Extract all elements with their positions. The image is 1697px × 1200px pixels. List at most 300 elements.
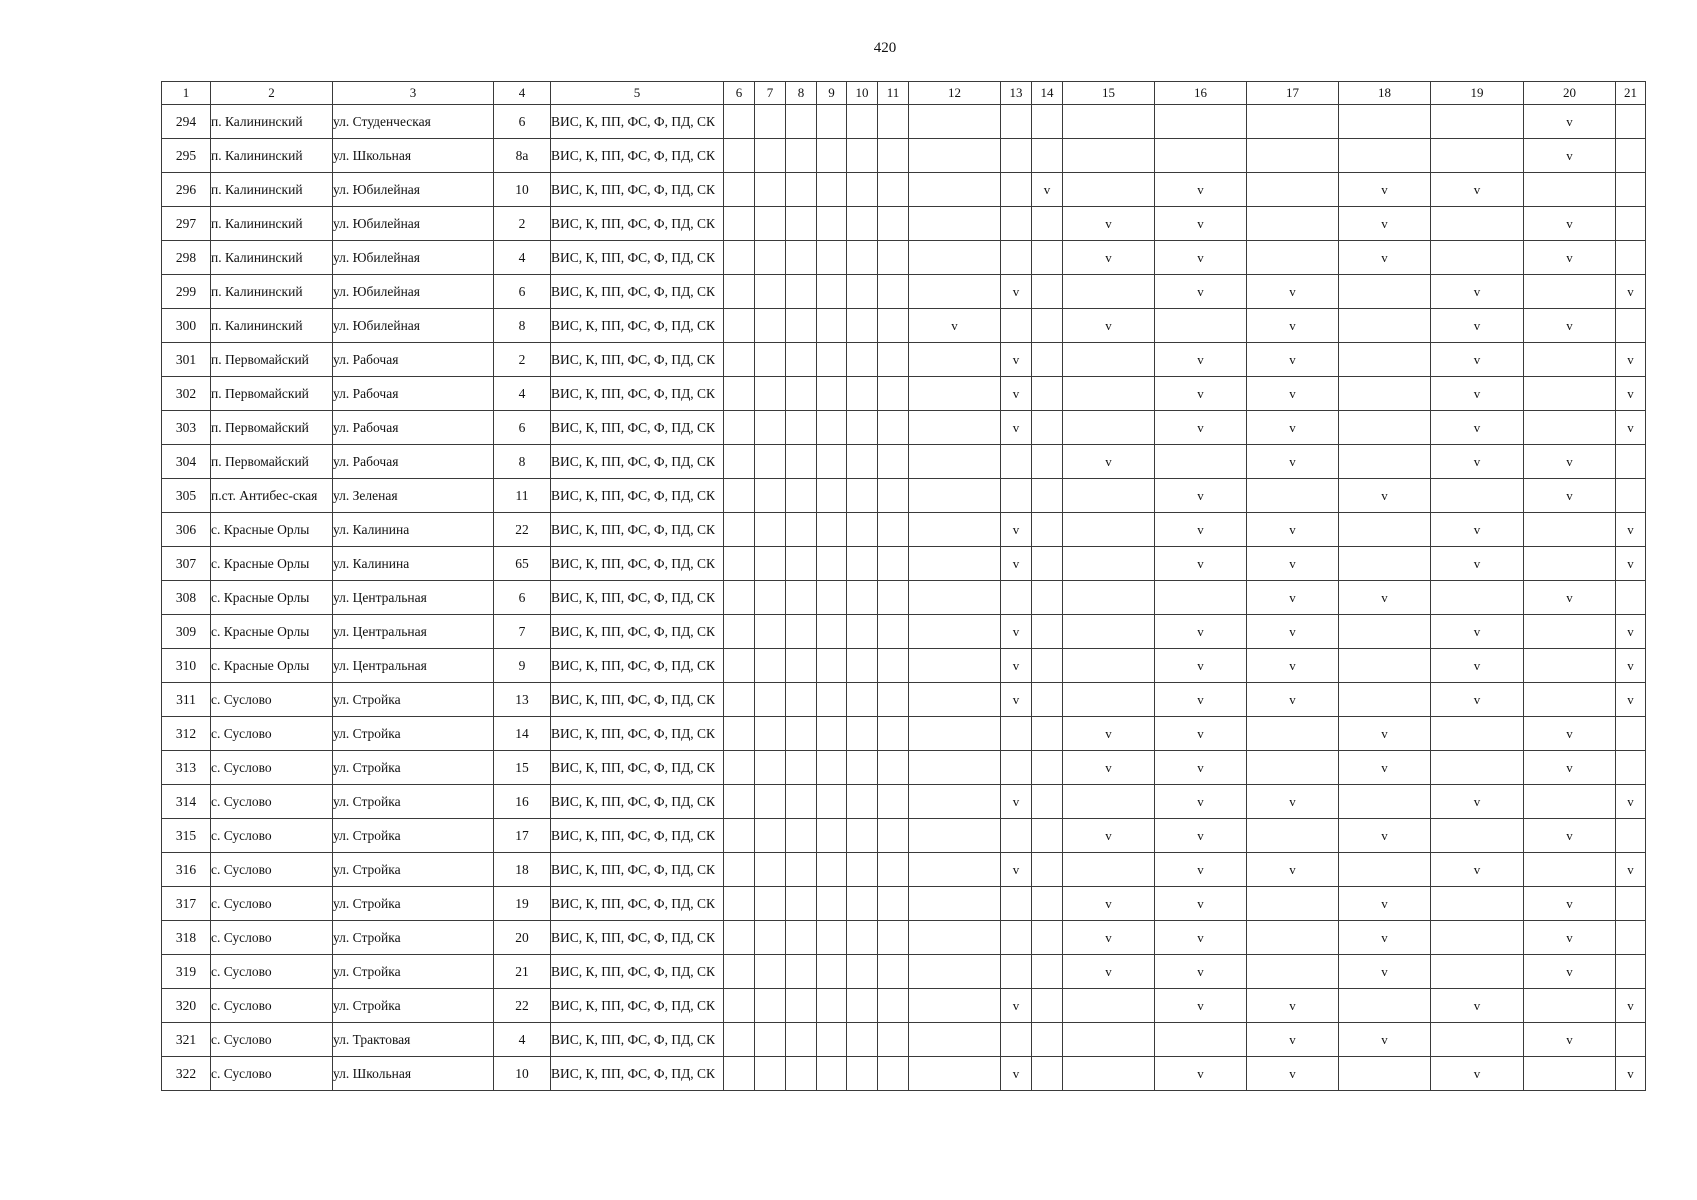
house-number-cell: 22 <box>494 513 551 547</box>
mark-cell <box>1339 513 1431 547</box>
mark-cell <box>1339 139 1431 173</box>
mark-cell <box>1032 819 1063 853</box>
row-number-cell: 316 <box>162 853 211 887</box>
mark-cell: v <box>1524 309 1616 343</box>
mark-cell <box>786 139 817 173</box>
mark-cell <box>1339 105 1431 139</box>
row-number-cell: 302 <box>162 377 211 411</box>
mark-cell <box>1032 1023 1063 1057</box>
mark-cell <box>817 547 847 581</box>
column-number-header: 7 <box>755 82 786 105</box>
work-types-cell: ВИС, К, ПП, ФС, Ф, ПД, СК <box>551 309 724 343</box>
mark-cell <box>1032 887 1063 921</box>
mark-cell <box>724 173 755 207</box>
mark-cell <box>847 445 878 479</box>
street-cell: ул. Юбилейная <box>333 241 494 275</box>
mark-cell <box>1032 207 1063 241</box>
mark-cell <box>1247 241 1339 275</box>
work-types-cell: ВИС, К, ПП, ФС, Ф, ПД, СК <box>551 955 724 989</box>
mark-cell <box>1032 513 1063 547</box>
mark-cell <box>786 785 817 819</box>
mark-cell: v <box>909 309 1001 343</box>
mark-cell <box>878 581 909 615</box>
settlement-cell: п. Первомайский <box>211 445 333 479</box>
mark-cell <box>1001 819 1032 853</box>
mark-cell <box>909 785 1001 819</box>
mark-cell <box>1524 989 1616 1023</box>
row-number-cell: 304 <box>162 445 211 479</box>
settlement-cell: с. Суслово <box>211 683 333 717</box>
mark-cell <box>1431 105 1524 139</box>
table-row <box>162 207 1646 241</box>
mark-cell <box>817 445 847 479</box>
mark-cell <box>847 377 878 411</box>
mark-cell: v <box>1247 1057 1339 1091</box>
mark-cell <box>817 309 847 343</box>
mark-cell <box>1524 513 1616 547</box>
mark-cell: v <box>1155 955 1247 989</box>
row-number-cell: 299 <box>162 275 211 309</box>
mark-cell <box>1155 105 1247 139</box>
row-number-cell: 313 <box>162 751 211 785</box>
mark-cell <box>1616 581 1646 615</box>
mark-cell <box>909 955 1001 989</box>
work-types-cell: ВИС, К, ПП, ФС, Ф, ПД, СК <box>551 649 724 683</box>
mark-cell <box>847 819 878 853</box>
mark-cell <box>1063 513 1155 547</box>
mark-cell <box>1524 853 1616 887</box>
street-cell: ул. Стройка <box>333 887 494 921</box>
mark-cell <box>878 853 909 887</box>
street-cell: ул. Рабочая <box>333 377 494 411</box>
mark-cell <box>1616 105 1646 139</box>
mark-cell <box>1032 615 1063 649</box>
row-number-cell: 321 <box>162 1023 211 1057</box>
mark-cell <box>909 887 1001 921</box>
row-number-cell: 296 <box>162 173 211 207</box>
mark-cell: v <box>1431 411 1524 445</box>
mark-cell: v <box>1001 343 1032 377</box>
mark-cell <box>1063 1023 1155 1057</box>
mark-cell <box>817 921 847 955</box>
mark-cell <box>786 819 817 853</box>
mark-cell <box>755 479 786 513</box>
mark-cell: v <box>1431 377 1524 411</box>
mark-cell: v <box>1063 309 1155 343</box>
house-number-cell: 6 <box>494 275 551 309</box>
mark-cell: v <box>1247 615 1339 649</box>
mark-cell: v <box>1616 853 1646 887</box>
table-row <box>162 751 1646 785</box>
page-number: 420 <box>873 40 897 56</box>
mark-cell <box>1063 377 1155 411</box>
mark-cell: v <box>1431 343 1524 377</box>
mark-cell <box>1155 139 1247 173</box>
table-row <box>162 921 1646 955</box>
table-row <box>162 377 1646 411</box>
mark-cell <box>1339 649 1431 683</box>
settlement-cell: с. Суслово <box>211 853 333 887</box>
mark-cell: v <box>1001 513 1032 547</box>
mark-cell <box>786 955 817 989</box>
work-types-cell: ВИС, К, ПП, ФС, Ф, ПД, СК <box>551 785 724 819</box>
mark-cell: v <box>1616 615 1646 649</box>
mark-cell <box>1032 479 1063 513</box>
mark-cell <box>1339 377 1431 411</box>
house-number-cell: 17 <box>494 819 551 853</box>
mark-cell <box>909 513 1001 547</box>
mark-cell: v <box>1339 1023 1431 1057</box>
mark-cell <box>1431 819 1524 853</box>
table-row <box>162 479 1646 513</box>
settlement-cell: п. Калининский <box>211 105 333 139</box>
mark-cell <box>1339 989 1431 1023</box>
street-cell: ул. Юбилейная <box>333 207 494 241</box>
house-number-cell: 8 <box>494 309 551 343</box>
mark-cell <box>817 139 847 173</box>
mark-cell <box>786 717 817 751</box>
house-number-cell: 21 <box>494 955 551 989</box>
mark-cell <box>909 751 1001 785</box>
house-number-cell: 15 <box>494 751 551 785</box>
row-number-cell: 301 <box>162 343 211 377</box>
mark-cell <box>909 989 1001 1023</box>
mark-cell <box>755 377 786 411</box>
mark-cell <box>1063 479 1155 513</box>
mark-cell <box>1001 887 1032 921</box>
table-row <box>162 683 1646 717</box>
mark-cell <box>1616 139 1646 173</box>
mark-cell <box>909 1023 1001 1057</box>
house-number-cell: 6 <box>494 105 551 139</box>
mark-cell <box>847 309 878 343</box>
mark-cell <box>786 309 817 343</box>
mark-cell: v <box>1063 921 1155 955</box>
mark-cell <box>1001 717 1032 751</box>
table-row <box>162 241 1646 275</box>
mark-cell: v <box>1339 581 1431 615</box>
house-number-cell: 18 <box>494 853 551 887</box>
mark-cell <box>1616 955 1646 989</box>
mark-cell: v <box>1001 377 1032 411</box>
mark-cell <box>1001 581 1032 615</box>
street-cell: ул. Стройка <box>333 853 494 887</box>
mark-cell <box>1431 717 1524 751</box>
settlement-cell: п. Первомайский <box>211 343 333 377</box>
street-cell: ул. Стройка <box>333 955 494 989</box>
mark-cell <box>878 1057 909 1091</box>
mark-cell <box>755 581 786 615</box>
house-number-cell: 8 <box>494 445 551 479</box>
mark-cell <box>847 717 878 751</box>
mark-cell <box>909 411 1001 445</box>
settlement-cell: с. Красные Орлы <box>211 649 333 683</box>
mark-cell <box>909 241 1001 275</box>
mark-cell <box>1339 343 1431 377</box>
mark-cell <box>1032 105 1063 139</box>
mark-cell <box>1063 1057 1155 1091</box>
mark-cell <box>1247 921 1339 955</box>
table-row <box>162 649 1646 683</box>
mark-cell <box>755 615 786 649</box>
mark-cell: v <box>1063 717 1155 751</box>
mark-cell <box>1032 751 1063 785</box>
table-row <box>162 513 1646 547</box>
mark-cell <box>878 649 909 683</box>
settlement-cell: п. Калининский <box>211 309 333 343</box>
table-row <box>162 785 1646 819</box>
mark-cell: v <box>1155 377 1247 411</box>
mark-cell <box>1524 275 1616 309</box>
mark-cell: v <box>1247 785 1339 819</box>
row-number-cell: 311 <box>162 683 211 717</box>
mark-cell <box>755 785 786 819</box>
mark-cell <box>817 615 847 649</box>
mark-cell: v <box>1431 309 1524 343</box>
mark-cell <box>878 105 909 139</box>
table-row <box>162 105 1646 139</box>
mark-cell <box>847 785 878 819</box>
mark-cell <box>1431 887 1524 921</box>
mark-cell: v <box>1616 275 1646 309</box>
mark-cell: v <box>1431 1057 1524 1091</box>
mark-cell <box>1339 309 1431 343</box>
table-row <box>162 275 1646 309</box>
mark-cell: v <box>1247 343 1339 377</box>
settlement-cell: п.ст. Антибес-ская <box>211 479 333 513</box>
mark-cell: v <box>1001 547 1032 581</box>
mark-cell <box>847 479 878 513</box>
mark-cell <box>1001 139 1032 173</box>
mark-cell <box>878 207 909 241</box>
mark-cell: v <box>1063 955 1155 989</box>
mark-cell <box>786 649 817 683</box>
table-row <box>162 1057 1646 1091</box>
mark-cell <box>847 683 878 717</box>
mark-cell: v <box>1339 751 1431 785</box>
settlement-cell: с. Суслово <box>211 887 333 921</box>
work-types-cell: ВИС, К, ПП, ФС, Ф, ПД, СК <box>551 887 724 921</box>
mark-cell: v <box>1155 1057 1247 1091</box>
street-cell: ул. Стройка <box>333 989 494 1023</box>
mark-cell <box>817 377 847 411</box>
mark-cell <box>1524 615 1616 649</box>
table-row <box>162 173 1646 207</box>
mark-cell: v <box>1524 819 1616 853</box>
street-cell: ул. Центральная <box>333 581 494 615</box>
mark-cell: v <box>1339 479 1431 513</box>
mark-cell <box>817 1057 847 1091</box>
mark-cell <box>878 309 909 343</box>
mark-cell <box>817 173 847 207</box>
mark-cell <box>1155 445 1247 479</box>
mark-cell <box>909 1057 1001 1091</box>
settlement-cell: с. Красные Орлы <box>211 581 333 615</box>
row-number-cell: 297 <box>162 207 211 241</box>
mark-cell: v <box>1616 683 1646 717</box>
mark-cell: v <box>1616 649 1646 683</box>
mark-cell <box>847 139 878 173</box>
house-number-cell: 9 <box>494 649 551 683</box>
mark-cell: v <box>1063 207 1155 241</box>
settlement-cell: с. Суслово <box>211 751 333 785</box>
mark-cell: v <box>1431 445 1524 479</box>
mark-cell: v <box>1524 1023 1616 1057</box>
mark-cell <box>755 343 786 377</box>
mark-cell <box>817 989 847 1023</box>
mark-cell: v <box>1155 649 1247 683</box>
mark-cell <box>1032 581 1063 615</box>
mark-cell <box>786 683 817 717</box>
work-types-cell: ВИС, К, ПП, ФС, Ф, ПД, СК <box>551 683 724 717</box>
row-number-cell: 303 <box>162 411 211 445</box>
column-number-header: 2 <box>211 82 333 105</box>
mark-cell <box>1063 105 1155 139</box>
mark-cell <box>1524 1057 1616 1091</box>
house-number-cell: 2 <box>494 343 551 377</box>
mark-cell <box>724 445 755 479</box>
mark-cell <box>1063 411 1155 445</box>
mark-cell: v <box>1524 105 1616 139</box>
mark-cell <box>786 615 817 649</box>
mark-cell <box>786 547 817 581</box>
column-number-header: 16 <box>1155 82 1247 105</box>
mark-cell <box>724 309 755 343</box>
mark-cell <box>786 1023 817 1057</box>
mark-cell: v <box>1524 717 1616 751</box>
mark-cell <box>1063 173 1155 207</box>
mark-cell <box>755 717 786 751</box>
row-number-cell: 308 <box>162 581 211 615</box>
mark-cell: v <box>1063 819 1155 853</box>
mark-cell <box>1001 105 1032 139</box>
mark-cell <box>724 887 755 921</box>
mark-cell: v <box>1339 207 1431 241</box>
table-row <box>162 955 1646 989</box>
mark-cell: v <box>1001 989 1032 1023</box>
mark-cell <box>1063 989 1155 1023</box>
column-number-header: 13 <box>1001 82 1032 105</box>
mark-cell <box>1001 445 1032 479</box>
mark-cell <box>817 717 847 751</box>
mark-cell: v <box>1431 513 1524 547</box>
mark-cell <box>847 887 878 921</box>
mark-cell <box>786 513 817 547</box>
mark-cell: v <box>1247 275 1339 309</box>
mark-cell <box>1063 615 1155 649</box>
mark-cell <box>878 989 909 1023</box>
mark-cell <box>1032 853 1063 887</box>
mark-cell <box>878 173 909 207</box>
mark-cell <box>755 853 786 887</box>
mark-cell <box>786 173 817 207</box>
mark-cell <box>724 1023 755 1057</box>
work-types-cell: ВИС, К, ПП, ФС, Ф, ПД, СК <box>551 547 724 581</box>
mark-cell <box>1339 785 1431 819</box>
mark-cell: v <box>1155 717 1247 751</box>
work-types-cell: ВИС, К, ПП, ФС, Ф, ПД, СК <box>551 1057 724 1091</box>
mark-cell <box>1524 173 1616 207</box>
mark-cell <box>1063 547 1155 581</box>
mark-cell <box>817 955 847 989</box>
house-number-cell: 65 <box>494 547 551 581</box>
mark-cell <box>909 581 1001 615</box>
table-row <box>162 547 1646 581</box>
mark-cell <box>817 853 847 887</box>
mark-cell <box>847 921 878 955</box>
row-number-cell: 317 <box>162 887 211 921</box>
mark-cell: v <box>1155 207 1247 241</box>
mark-cell <box>817 513 847 547</box>
mark-cell <box>1339 411 1431 445</box>
table-row <box>162 581 1646 615</box>
settlement-cell: с. Суслово <box>211 989 333 1023</box>
row-number-cell: 319 <box>162 955 211 989</box>
row-number-cell: 298 <box>162 241 211 275</box>
mark-cell <box>878 411 909 445</box>
column-number-row <box>162 82 1646 105</box>
mark-cell: v <box>1155 615 1247 649</box>
settlement-cell: с. Красные Орлы <box>211 547 333 581</box>
mark-cell: v <box>1339 717 1431 751</box>
mark-cell <box>1616 173 1646 207</box>
mark-cell <box>1001 751 1032 785</box>
mark-cell <box>878 275 909 309</box>
work-types-cell: ВИС, К, ПП, ФС, Ф, ПД, СК <box>551 411 724 445</box>
mark-cell <box>1616 479 1646 513</box>
column-number-header: 10 <box>847 82 878 105</box>
table-row <box>162 309 1646 343</box>
mark-cell <box>1001 207 1032 241</box>
column-number-header: 11 <box>878 82 909 105</box>
mark-cell <box>724 343 755 377</box>
mark-cell: v <box>1155 683 1247 717</box>
work-types-cell: ВИС, К, ПП, ФС, Ф, ПД, СК <box>551 139 724 173</box>
mark-cell <box>724 1057 755 1091</box>
work-types-cell: ВИС, К, ПП, ФС, Ф, ПД, СК <box>551 241 724 275</box>
mark-cell <box>909 445 1001 479</box>
mark-cell <box>878 717 909 751</box>
work-types-cell: ВИС, К, ПП, ФС, Ф, ПД, СК <box>551 207 724 241</box>
mark-cell <box>1524 785 1616 819</box>
mark-cell <box>724 717 755 751</box>
row-number-cell: 295 <box>162 139 211 173</box>
mark-cell <box>724 241 755 275</box>
mark-cell <box>1032 445 1063 479</box>
mark-cell <box>1431 139 1524 173</box>
mark-cell <box>847 105 878 139</box>
work-types-cell: ВИС, К, ПП, ФС, Ф, ПД, СК <box>551 819 724 853</box>
mark-cell: v <box>1155 887 1247 921</box>
mark-cell <box>847 955 878 989</box>
work-types-cell: ВИС, К, ПП, ФС, Ф, ПД, СК <box>551 1023 724 1057</box>
work-types-cell: ВИС, К, ПП, ФС, Ф, ПД, СК <box>551 173 724 207</box>
mark-cell <box>847 173 878 207</box>
mark-cell <box>878 547 909 581</box>
mark-cell <box>755 513 786 547</box>
mark-cell: v <box>1247 989 1339 1023</box>
mark-cell: v <box>1155 785 1247 819</box>
mark-cell: v <box>1063 445 1155 479</box>
mark-cell: v <box>1001 615 1032 649</box>
mark-cell <box>755 139 786 173</box>
house-number-cell: 10 <box>494 1057 551 1091</box>
mark-cell: v <box>1155 989 1247 1023</box>
mark-cell: v <box>1001 1057 1032 1091</box>
mark-cell <box>1001 241 1032 275</box>
mark-cell <box>817 887 847 921</box>
mark-cell <box>847 581 878 615</box>
